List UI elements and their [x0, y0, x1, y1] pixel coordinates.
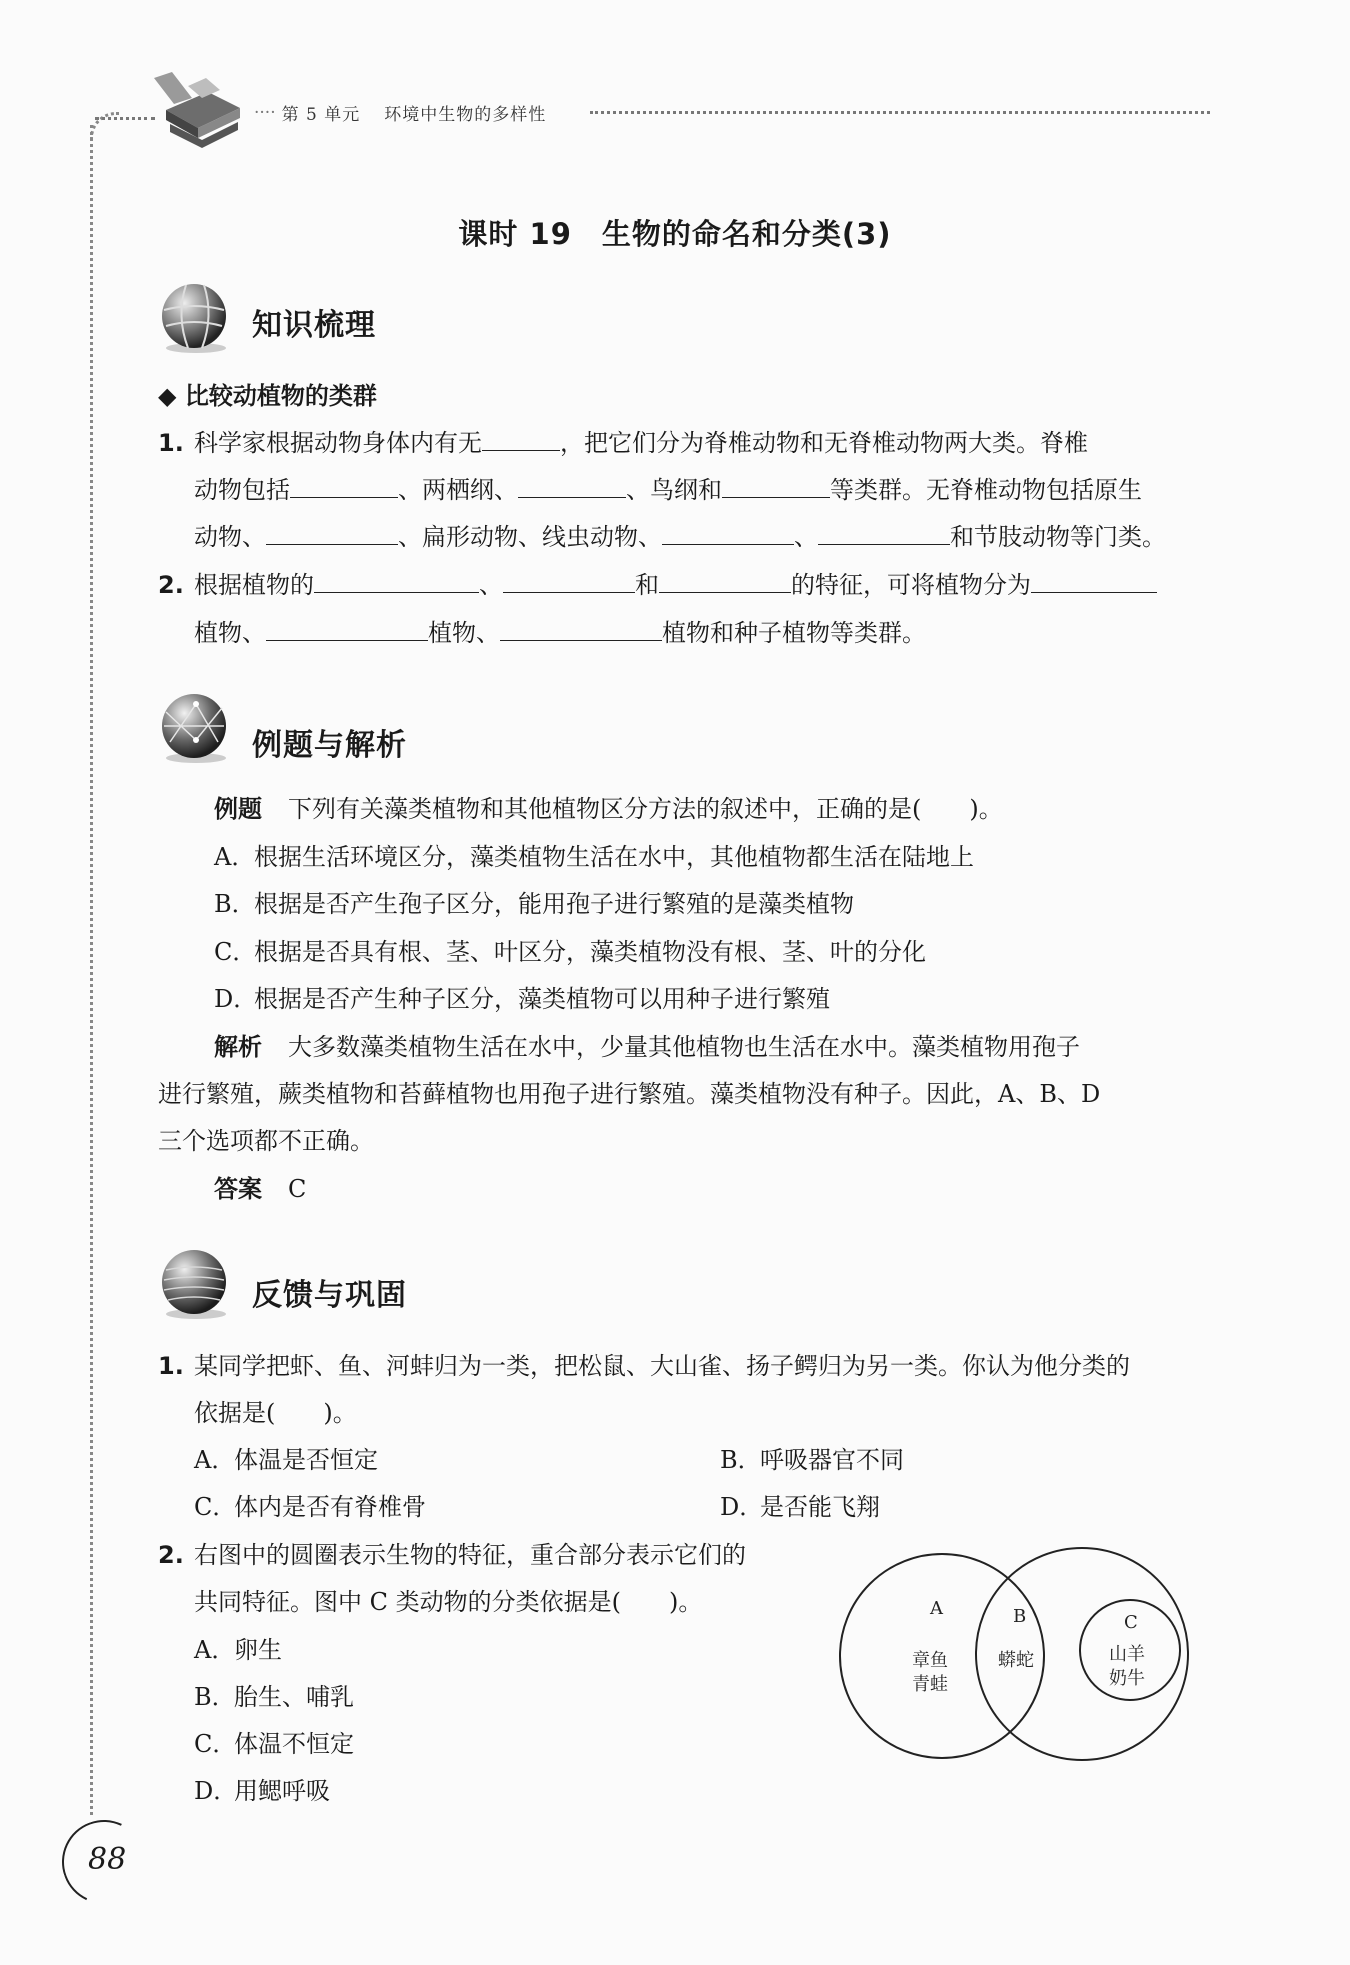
question-text: 右图中的圆圈表示生物的特征，重合部分表示它们的 [194, 1541, 746, 1569]
answer-blank[interactable] [290, 469, 398, 498]
feedback-q2-option-d [194, 1768, 330, 1815]
knowledge-q1-line3 [194, 514, 1166, 561]
question-text: 植物和种子植物等类群。 [662, 619, 926, 647]
feedback-q2-option-c [194, 1721, 354, 1768]
question-text: 和 [635, 571, 659, 599]
example-option-b [214, 881, 854, 928]
knowledge-q1-line1 [158, 420, 1088, 467]
question-text: 和节肢动物等门类。 [950, 523, 1166, 551]
analysis-text: 大多数藻类植物生活在水中，少量其他植物也生活在水中。藻类植物用孢子 [288, 1033, 1080, 1061]
option-label: D． [214, 985, 258, 1013]
answer-blank[interactable] [500, 612, 662, 641]
feedback-q1-line1 [158, 1343, 1130, 1390]
answer-blank[interactable] [1031, 564, 1157, 593]
analysis-text: 三个选项都不正确。 [158, 1127, 374, 1155]
feedback-q1-option-b [720, 1437, 904, 1484]
lesson-name: 生物的命名和分类(3) [601, 217, 892, 251]
analysis-line3 [158, 1118, 374, 1165]
answer-blank[interactable] [482, 422, 560, 451]
globe-icon [156, 280, 232, 356]
topic-label: 比较动植物的类群 [184, 382, 377, 410]
knowledge-q2-line2 [194, 610, 926, 657]
knowledge-q1-line2 [194, 467, 1142, 514]
question-text: 科学家根据动物身体内有无 [194, 429, 482, 457]
question-text: 、 [794, 523, 818, 551]
unit-number: 第 5 单元 [281, 105, 361, 125]
question-text: 等类群。无脊椎动物包括原生 [830, 476, 1142, 504]
section-feedback-heading [156, 1246, 656, 1336]
example-label: 例题 [214, 795, 262, 823]
question-text: 、鸟纲和 [626, 476, 722, 504]
option-text: 呼吸器官不同 [760, 1446, 904, 1474]
venn-c-animal-1: 山羊 [1109, 1644, 1145, 1665]
question-text: 、两栖纲、 [398, 476, 518, 504]
option-label: C． [214, 938, 257, 966]
analysis-label: 解析 [214, 1033, 262, 1061]
header-dotted-line-right [590, 111, 1210, 114]
option-label: A． [194, 1446, 236, 1474]
question-text: 动物、 [194, 523, 266, 551]
question-number: 2. [158, 1541, 184, 1569]
answer-blank[interactable] [722, 469, 830, 498]
option-label: C． [194, 1730, 237, 1758]
answer-blank[interactable] [518, 469, 626, 498]
lesson-title [0, 212, 1350, 253]
question-text: 动物包括 [194, 476, 290, 504]
option-text: 根据生活环境区分，藻类植物生活在水中，其他植物都生活在陆地上 [254, 843, 974, 871]
analysis-line2 [158, 1071, 1100, 1118]
option-text: 体温不恒定 [234, 1730, 354, 1758]
option-text: 根据是否产生孢子区分，能用孢子进行繁殖的是藻类植物 [254, 890, 854, 918]
option-label: B． [720, 1446, 762, 1474]
section-heading-label: 例题与解析 [252, 728, 407, 763]
option-text: 卵生 [234, 1636, 282, 1664]
answer-value: C [288, 1175, 307, 1203]
option-text: 根据是否产生种子区分，藻类植物可以用种子进行繁殖 [254, 985, 830, 1013]
example-text: 下列有关藻类植物和其他植物区分方法的叙述中，正确的是( )。 [288, 795, 1003, 823]
venn-label-c: C [1124, 1612, 1138, 1633]
page-border-dotted-line [90, 125, 93, 1815]
running-header [254, 100, 546, 125]
analysis-line1 [214, 1024, 1080, 1071]
section-heading-label: 反馈与巩固 [252, 1278, 407, 1313]
option-label: B． [194, 1683, 236, 1711]
section-example-heading [156, 690, 656, 780]
feedback-q1-option-c [194, 1484, 426, 1531]
topic-heading [158, 373, 377, 420]
unit-title: 环境中生物的多样性 [384, 105, 547, 125]
question-text: 依据是( )。 [194, 1399, 357, 1427]
option-label: D． [194, 1777, 238, 1805]
diamond-bullet-icon: ◆ [158, 382, 177, 410]
option-text: 根据是否具有根、茎、叶区分，藻类植物没有根、茎、叶的分化 [254, 938, 926, 966]
feedback-q1-option-a [194, 1437, 378, 1484]
option-text: 用鳃呼吸 [234, 1777, 330, 1805]
feedback-q1-line2 [194, 1390, 357, 1437]
knowledge-q2-line1 [158, 562, 1157, 609]
example-option-c [214, 929, 926, 976]
header-dotted-line-left [95, 117, 155, 120]
feedback-q2-option-b [194, 1674, 354, 1721]
venn-label-b: B [1013, 1606, 1027, 1627]
answer-blank[interactable] [503, 564, 635, 593]
example-option-a [214, 834, 974, 881]
section-heading-label: 知识梳理 [252, 308, 376, 343]
question-text: ，把它们分为脊椎动物和无脊椎动物两大类。脊椎 [560, 429, 1088, 457]
question-number: 1. [158, 1352, 184, 1380]
section-knowledge-heading [156, 280, 656, 370]
answer-blank[interactable] [662, 516, 794, 545]
option-label: C． [194, 1493, 237, 1521]
globe-icon [156, 690, 232, 766]
header-dots: ···· [254, 102, 276, 123]
answer-blank[interactable] [659, 564, 791, 593]
feedback-q1-option-d [720, 1484, 880, 1531]
venn-b-animal: 蟒蛇 [998, 1650, 1034, 1671]
answer-blank[interactable] [266, 612, 428, 641]
question-text: 、 [479, 571, 503, 599]
question-text: 植物、 [194, 619, 266, 647]
lesson-number: 课时 19 [458, 217, 572, 251]
answer-label: 答案 [214, 1175, 262, 1203]
option-text: 体内是否有脊椎骨 [234, 1493, 426, 1521]
option-text: 体温是否恒定 [234, 1446, 378, 1474]
venn-diagram [832, 1536, 1212, 1776]
example-question [214, 786, 1003, 833]
venn-c-animal-2: 奶牛 [1109, 1668, 1145, 1689]
venn-a-animal-1: 章鱼 [912, 1650, 948, 1671]
feedback-q2-option-a [194, 1627, 282, 1674]
example-option-d [214, 976, 830, 1023]
globe-icon [156, 1246, 232, 1322]
question-text: 根据植物的 [194, 571, 314, 599]
question-number: 2. [158, 571, 184, 599]
venn-label-a: A [930, 1598, 943, 1619]
option-label: A． [214, 843, 256, 871]
answer-blank[interactable] [818, 516, 950, 545]
feedback-q2-line2 [194, 1579, 702, 1626]
question-text: 的特征，可将植物分为 [791, 571, 1031, 599]
option-label: B． [214, 890, 256, 918]
option-text: 是否能飞翔 [760, 1493, 880, 1521]
question-text: 共同特征。图中 C 类动物的分类依据是( )。 [194, 1588, 703, 1616]
option-label: D． [720, 1493, 764, 1521]
page-number [62, 1820, 152, 1900]
page-number-value: 88 [88, 1842, 127, 1877]
question-text: 植物、 [428, 619, 500, 647]
question-number: 1. [158, 429, 184, 457]
venn-a-animal-2: 青蛙 [912, 1674, 948, 1695]
option-text: 胎生、哺乳 [234, 1683, 354, 1711]
analysis-text: 进行繁殖，蕨类植物和苔藓植物也用孢子进行繁殖。藻类植物没有种子。因此，A、B、D [158, 1080, 1101, 1108]
answer-blank[interactable] [314, 564, 479, 593]
answer-blank[interactable] [266, 516, 398, 545]
question-text: 某同学把虾、鱼、河蚌归为一类，把松鼠、大山雀、扬子鳄归为另一类。你认为他分类的 [194, 1352, 1130, 1380]
option-label: A． [194, 1636, 236, 1664]
books-logo-icon [148, 68, 248, 152]
answer-line [214, 1166, 306, 1213]
feedback-q2-line1 [158, 1532, 746, 1579]
question-text: 、扁形动物、线虫动物、 [398, 523, 662, 551]
